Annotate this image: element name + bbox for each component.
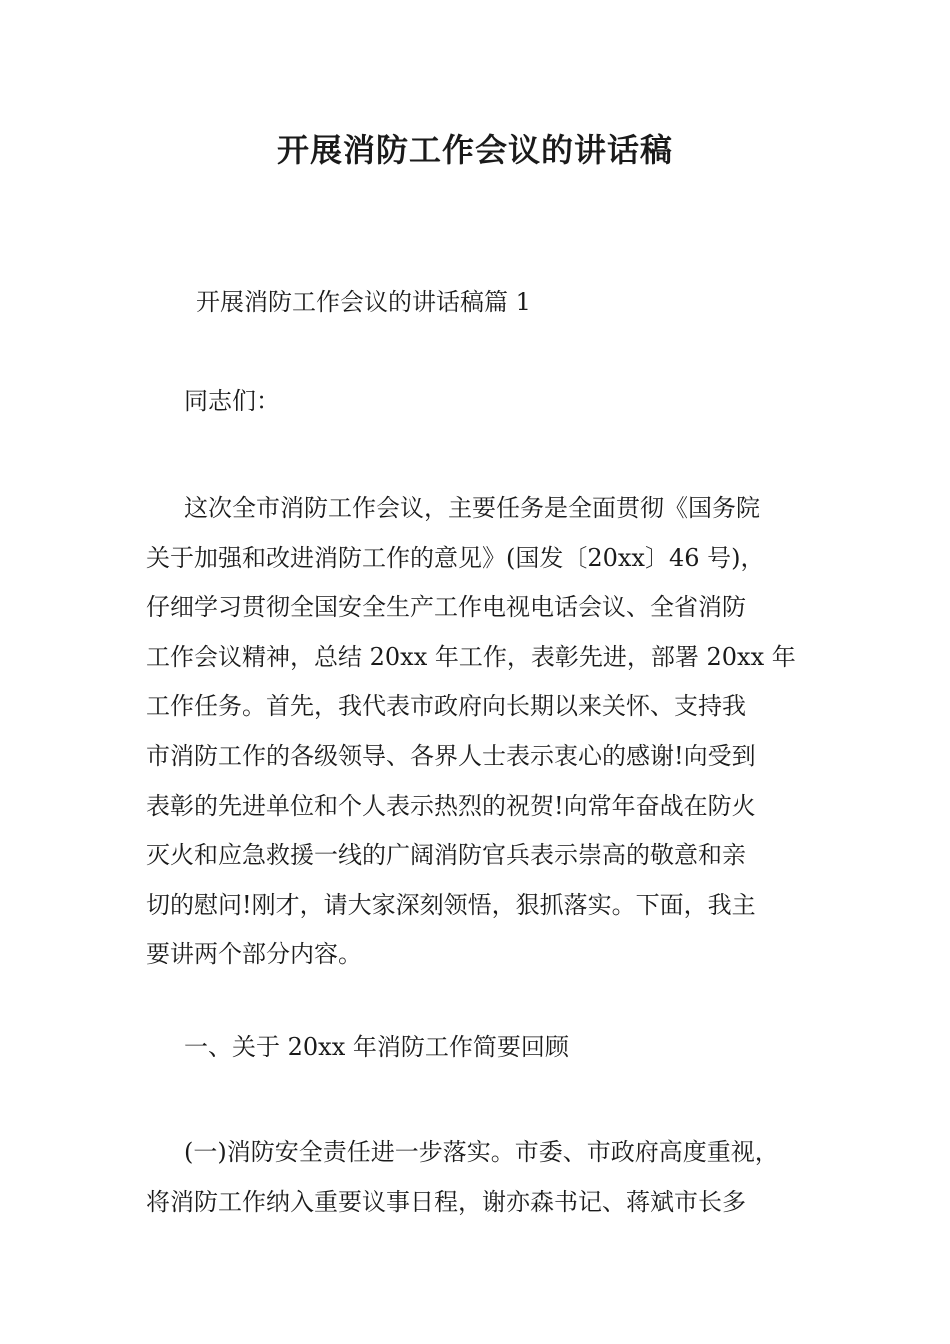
salutation: 同志们： bbox=[184, 387, 280, 415]
section-heading: 一、关于 20xx 年消防工作简要回顾 bbox=[184, 1033, 569, 1061]
paragraph-line: 灭火和应急救援一线的广阔消防官兵表示崇高的敬意和亲 bbox=[146, 841, 746, 870]
paragraph-line: 市消防工作的各级领导、各界人士表示衷心的感谢!向受到 bbox=[146, 741, 756, 770]
paragraph-line: 关于加强和改进消防工作的意见》(国发〔20xx〕46 号)， bbox=[146, 543, 765, 572]
paragraph-line: 这次全市消防工作会议，主要任务是全面贯彻《国务院 bbox=[136, 494, 760, 522]
paragraph-line: 表彰的先进单位和个人表示热烈的祝贺!向常年奋战在防火 bbox=[146, 791, 756, 820]
document-subtitle: 开展消防工作会议的讲话稿篇 1 bbox=[196, 288, 531, 316]
paragraph-line: 工作会议精神，总结 20xx 年工作，表彰先进，部署 20xx 年 bbox=[146, 642, 796, 671]
paragraph-line: 切的慰问!刚才，请大家深刻领悟，狠抓落实。下面，我主 bbox=[146, 890, 756, 919]
paragraph-section1 bbox=[136, 1128, 826, 1227]
paragraph-line: 仔细学习贯彻全国安全生产工作电视电话会议、全省消防 bbox=[146, 593, 746, 622]
paragraph-line: 将消防工作纳入重要议事日程，谢亦森书记、蒋斌市长多 bbox=[146, 1187, 746, 1216]
paragraph-line: (一)消防安全责任进一步落实。市委、市政府高度重视， bbox=[136, 1138, 779, 1166]
paragraph-line: 要讲两个部分内容。 bbox=[146, 940, 362, 969]
paragraph-intro bbox=[136, 484, 806, 980]
document-title: 开展消防工作会议的讲话稿 bbox=[276, 131, 673, 169]
paragraph-line: 工作任务。首先，我代表市政府向长期以来关怀、支持我 bbox=[146, 692, 746, 721]
